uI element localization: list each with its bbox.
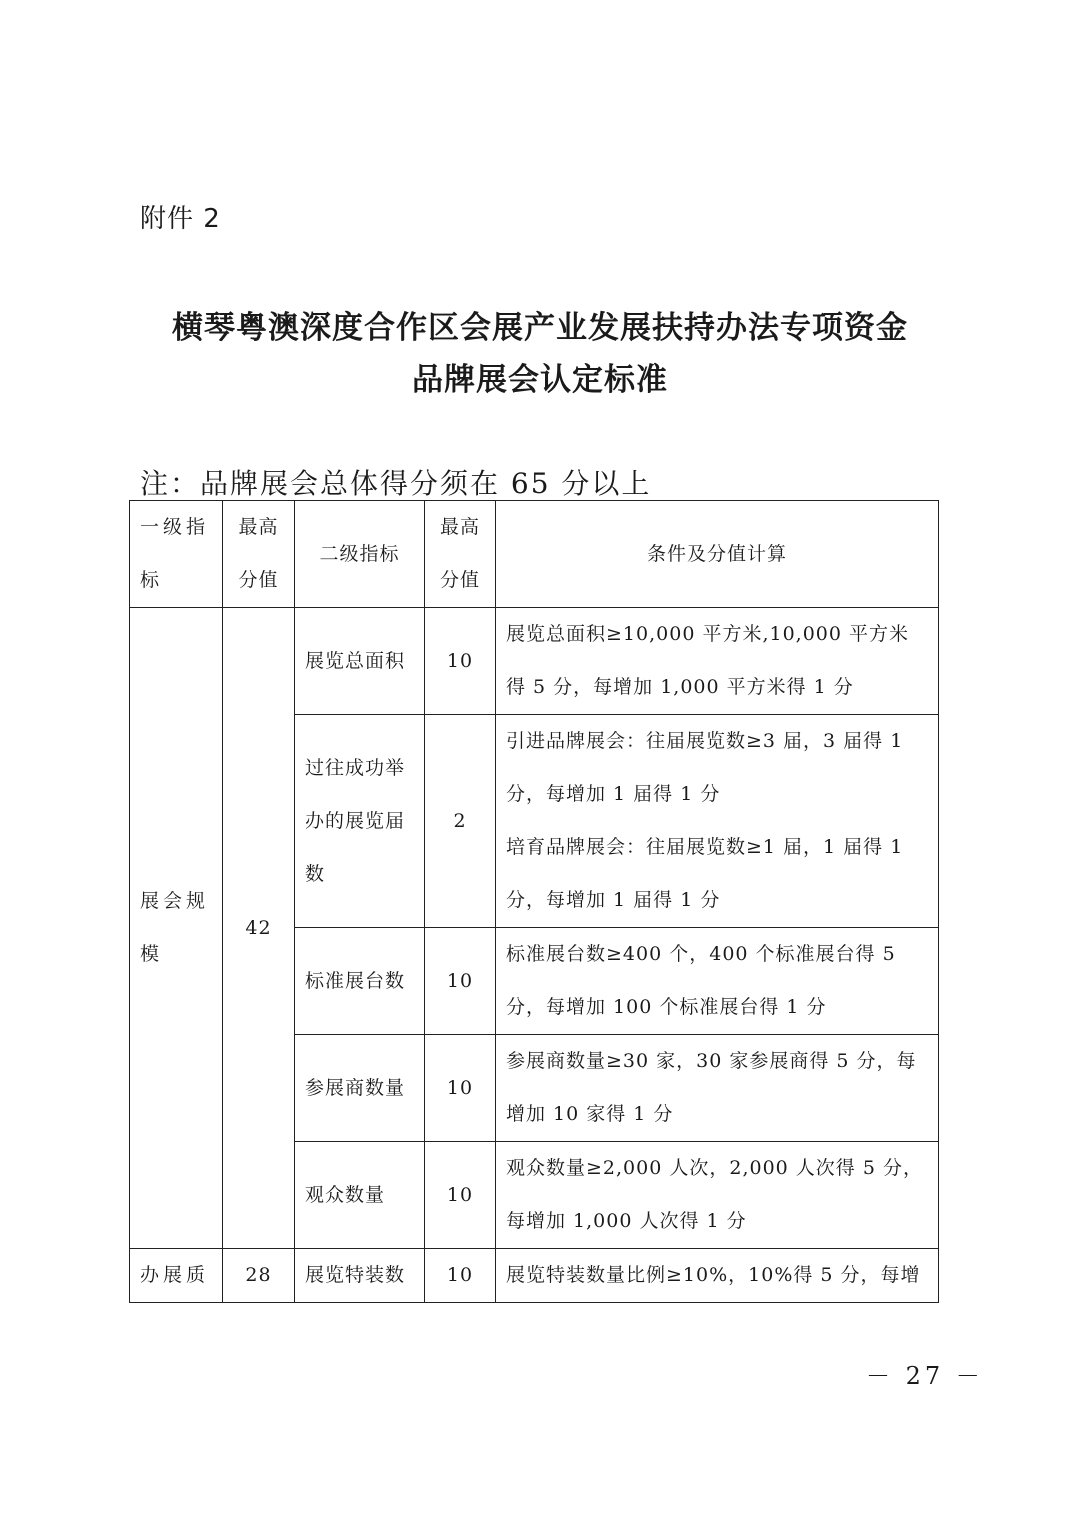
header-level2: 二级指标 xyxy=(295,501,425,608)
indicator-condition: 观众数量≥2,000 人次，2,000 人次得 5 分，每增加 1,000 人次得 1 分 xyxy=(496,1142,939,1249)
indicator-name: 标准展台数 xyxy=(295,928,425,1035)
indicator-name: 展览总面积 xyxy=(295,608,425,715)
header-condition: 条件及分值计算 xyxy=(496,501,939,608)
group-max-score: 42 xyxy=(223,608,295,1249)
indicator-name: 观众数量 xyxy=(295,1142,425,1249)
header-max2: 最高分值 xyxy=(425,501,496,608)
score-note: 注：品牌展会总体得分须在 65 分以上 xyxy=(140,467,652,500)
document-title-line-2: 品牌展会认定标准 xyxy=(412,362,668,398)
indicator-condition: 标准展台数≥400 个，400 个标准展台得 5 分，每增加 100 个标准展台得 1 分 xyxy=(496,928,939,1035)
document-title-line-1: 横琴粤澳深度合作区会展产业发展扶持办法专项资金 xyxy=(172,310,908,346)
indicator-condition xyxy=(496,715,939,928)
indicator-condition: 展览总面积≥10,000 平方米,10,000 平方米得 5 分，每增加 1,000 平方米得 1 分 xyxy=(496,608,939,715)
indicator-max-score: 10 xyxy=(425,1142,496,1249)
indicator-condition: 展览特装数量比例≥10%，10%得 5 分，每增 xyxy=(496,1249,939,1303)
condition-introduced-fairs: 引进品牌展会：往届展览数≥3 届，3 届得 1 分，每增加 1 届得 1 分 xyxy=(506,730,904,805)
indicator-name: 参展商数量 xyxy=(295,1035,425,1142)
header-level1: 一级指标 xyxy=(130,501,223,608)
indicator-max-score: 10 xyxy=(425,928,496,1035)
group-label: 办展质 xyxy=(130,1249,223,1303)
attachment-label: 附件 2 xyxy=(140,204,221,234)
page-number: － 27 － xyxy=(866,1362,984,1390)
group-max-score: 28 xyxy=(223,1249,295,1303)
group-label: 展会规模 xyxy=(130,608,223,1249)
criteria-table xyxy=(129,500,939,1303)
indicator-condition: 参展商数量≥30 家，30 家参展商得 5 分，每增加 10 家得 1 分 xyxy=(496,1035,939,1142)
indicator-name: 展览特装数 xyxy=(295,1249,425,1303)
header-max1: 最高分值 xyxy=(223,501,295,608)
indicator-name: 过往成功举办的展览届数 xyxy=(295,715,425,928)
indicator-max-score: 10 xyxy=(425,1249,496,1303)
table-header-row xyxy=(130,501,939,608)
indicator-max-score: 10 xyxy=(425,1035,496,1142)
table-row xyxy=(130,608,939,715)
indicator-max-score: 10 xyxy=(425,608,496,715)
indicator-max-score: 2 xyxy=(425,715,496,928)
table-row xyxy=(130,1249,939,1303)
condition-cultivated-fairs: 培育品牌展会：往届展览数≥1 届，1 届得 1 分，每增加 1 届得 1 分 xyxy=(506,836,904,911)
